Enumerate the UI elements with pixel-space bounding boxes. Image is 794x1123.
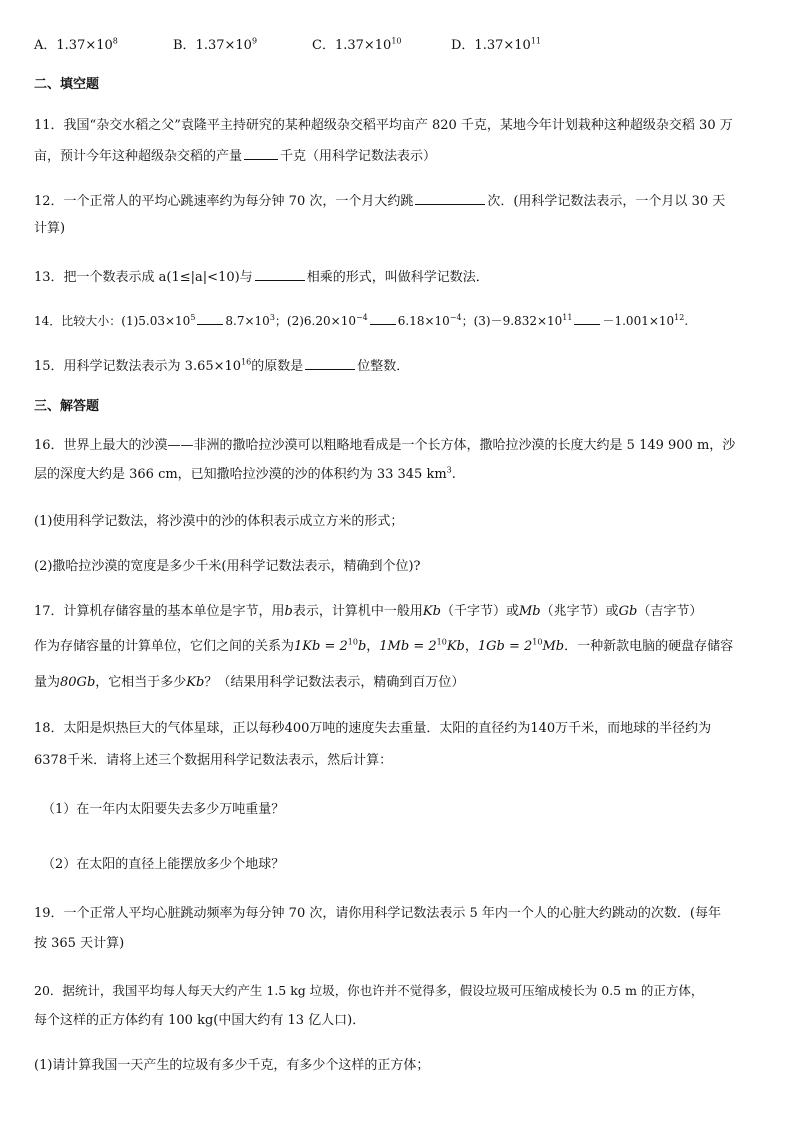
- option-d: D．$1.37\times 10^{11}$: [451, 36, 541, 53]
- q20-line-1: 20．据统计，我国平均每人每天大约产生 1.5 kg 垃圾，你也许并不觉得多，假设垃圾可压缩成棱长为 0.5 m 的正方体，: [34, 983, 704, 998]
- q16-line-2: 层的深度大约是 366 cm，已知撒哈拉沙漠的沙的体积约为 33 345 $km^3$.: [34, 465, 456, 482]
- q17-line-1: 17．计算机存储容量的基本单位是字节，用b表示，计算机中一般用Kb（千字节）或Mb（兆字节）或Gb（吉字节）: [34, 604, 703, 619]
- q19-line-2: 按 365 天计算): [34, 936, 125, 951]
- q18-line-1: 18．太阳是炽热巨大的气体星球，正以每秒400万吨的速度失去重量．太阳的直径约为140万千米，而地球的半径约为: [34, 721, 712, 736]
- q13-line: 13．把一个数表示成 a(1≤|a|<10)与 相乘的形式，叫做科学记数法．: [34, 267, 766, 287]
- q11-line-1: 11．我国“杂交水稻之父”袁隆平主持研究的某种超级杂交稻平均亩产 820 千克，某地今年计划栽种这种超级杂交稻 30 万: [34, 118, 733, 133]
- q20-sub-1: (1)请计算我国一天产生的垃圾有多少千克，有多少个这样的正方体；: [34, 1058, 430, 1073]
- option-b: B．$1.37\times 10^9$: [173, 36, 258, 53]
- q16-sub-2: (2)撒哈拉沙漠的宽度是多少千米(用科学记数法表示，精确到个位)?: [34, 559, 421, 574]
- q12-answer-blank: [415, 191, 485, 205]
- q15-answer-blank: [305, 356, 355, 370]
- q14-line: 14．比较大小：$(1)5.03\times 10^5$ $8.7\times 10^3$；$(2)6.20\times 10^{-4}$ $6.18\times 10^{-4}$；$(3)-9.832\times 10^{11} -1.001\times 10^{12}$.: [34, 313, 689, 328]
- q11-line-2: 亩，预计今年这种超级杂交稻的产量 千克（用科学记数法表示）: [34, 146, 766, 166]
- q17-line-2: 作为存储容量的计算单位，它们之间的关系为$1Kb = 2^{10}b$，$1Mb = 2^{10}Kb$，$1Gb = 2^{10}Mb$．一种新款电脑的硬盘存储容: [34, 637, 734, 654]
- q12-line-1: 12．一个正常人的平均心跳速率约为每分钟 70 次，一个月大约跳 次．(用科学记数法表示，一个月以 30 天: [34, 191, 766, 211]
- q16-sub-1: (1)使用科学记数法，将沙漠中的沙的体积表示成立方米的形式；: [34, 514, 404, 529]
- q14-blank-3: [574, 311, 600, 325]
- q19-line-1: 19．一个正常人平均心脏跳动频率为每分钟 70 次，请你用科学记数法表示 5 年内一个人的心脏大约跳动的次数．(每年: [34, 906, 721, 921]
- q14-blank-2: [370, 311, 396, 325]
- option-a: A．$1.37\times 10^8$: [34, 36, 118, 53]
- section-title-solve: 三、解答题: [34, 399, 100, 414]
- q18-line-2: 6378千米．请将上述三个数据用科学记数法表示，然后计算：: [34, 753, 393, 768]
- q11-answer-blank: [244, 146, 278, 160]
- q16-line-1: 16．世界上最大的沙漠——非洲的撒哈拉沙漠可以粗略地看成是一个长方体，撒哈拉沙漠的长度大约是 5 149 900 m，沙: [34, 438, 736, 453]
- q18-sub-1: （1）在一年内太阳要失去多少万吨重量？: [42, 802, 285, 817]
- q20-line-2: 每个这样的正方体约有 100 kg(中国大约有 13 亿人口)．: [34, 1013, 366, 1028]
- q17-line-3: 量为80Gb，它相当于多少Kb？（结果用科学记数法表示，精确到百万位）: [34, 675, 465, 690]
- q15-line: 15．用科学记数法表示为 $3.65\times 10^{16}$的原数是 位整数．: [34, 357, 410, 374]
- q18-sub-2: （2）在太阳的直径上能摆放多少个地球？: [42, 857, 285, 872]
- q13-answer-blank: [255, 267, 305, 281]
- q12-line-2: 计算): [34, 221, 66, 236]
- section-title-fill-in: 二、填空题: [34, 77, 100, 92]
- q14-blank-1: [197, 311, 223, 325]
- option-c: C．$1.37\times 10^{10}$: [312, 36, 402, 53]
